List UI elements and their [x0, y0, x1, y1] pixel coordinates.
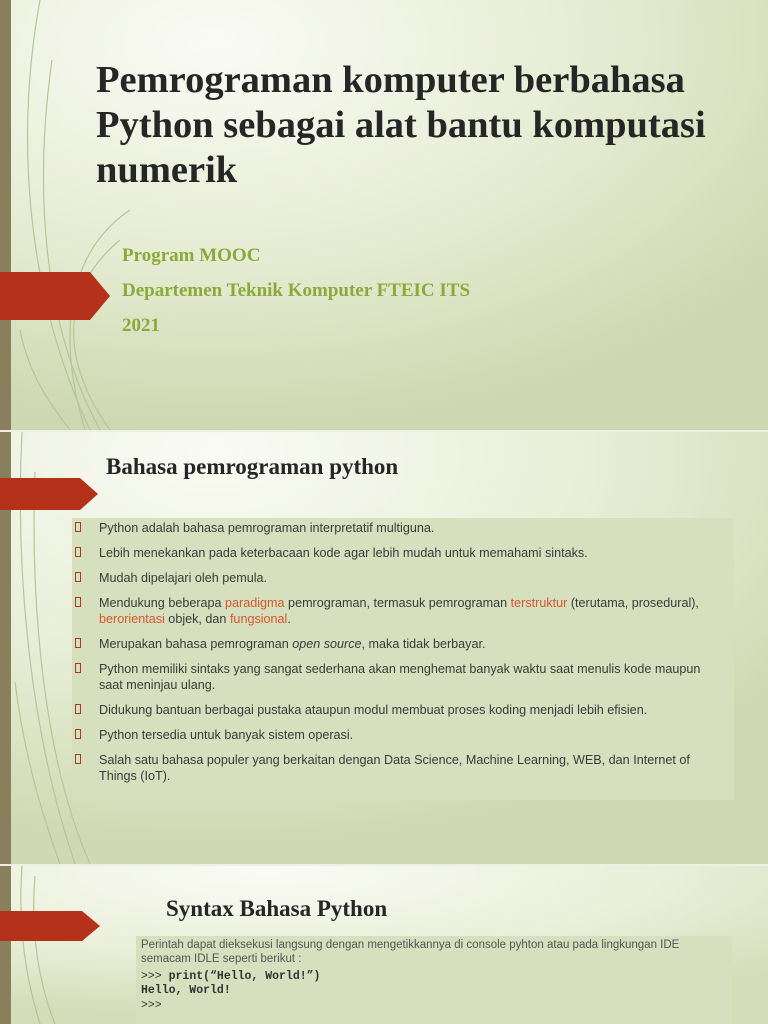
square-bullet-icon [75, 754, 81, 764]
term-berorientasi: berorientasi [99, 612, 165, 626]
syntax-description: Perintah dapat dieksekusi langsung dengan mengetikkannya di console pyhton atau pada lingkungan IDE semacam IDLE seperti berikut : [141, 939, 680, 965]
square-bullet-icon [75, 729, 81, 739]
term-paradigma: paradigma [225, 596, 285, 610]
square-bullet-icon [75, 572, 81, 582]
title-slide [0, 0, 768, 430]
accent-arrow-shape [0, 911, 100, 941]
subtitle-program: Program MOOC [122, 245, 261, 266]
subtitle-department: Departemen Teknik Komputer FTEIC ITS [122, 280, 471, 301]
square-bullet-icon [75, 547, 81, 557]
term-fungsional: fungsional [229, 612, 288, 626]
list-item: Merupakan bahasa pemrograman open source, maka tidak berbayar. [72, 636, 722, 652]
accent-arrow-shape [0, 478, 98, 510]
list-item: Python memiliki sintaks yang sangat sederhana akan menghemat banyak waktu saat menulis kode maupun saat meninjau ulang. [72, 661, 722, 693]
list-item: Salah satu bahasa populer yang berkaitan dengan Data Science, Machine Learning, WEB, dan Internet of Things (IoT). [72, 752, 722, 784]
python-syntax-slide [0, 866, 768, 1024]
bullet-list [72, 520, 722, 793]
list-item: Python adalah bahasa pemrograman interpretatif multiguna. [72, 520, 722, 536]
slide-title: Pemrograman komputer berbahasa Python sebagai alat bantu komputasi numerik [96, 59, 706, 191]
square-bullet-icon [75, 638, 81, 648]
list-item: Lebih menekankan pada keterbacaan kode agar lebih mudah untuk memahami sintaks. [72, 545, 722, 561]
slide-title: Bahasa pemrograman python [106, 454, 399, 479]
slide-title: Syntax Bahasa Python [166, 896, 388, 921]
term-open-source: open source [292, 637, 362, 651]
accent-arrow-shape [0, 272, 110, 320]
square-bullet-icon [75, 597, 81, 607]
decorative-curves [0, 866, 120, 1024]
list-item: Mendukung beberapa paradigma pemrograman, termasuk pemrograman terstruktur (terutama, prosedural), berorientasi objek, dan fungsional. [72, 595, 722, 627]
code-line-prompt: >>> [141, 999, 162, 1012]
square-bullet-icon [75, 704, 81, 714]
list-item: Didukung bantuan berbagai pustaka ataupun modul membuat proses koding menjadi lebih efisien. [72, 702, 722, 718]
code-line-print: >>> print(“Hello, World!”) [141, 970, 321, 983]
list-item: Mudah dipelajari oleh pemula. [72, 570, 722, 586]
subtitle-year: 2021 [122, 315, 160, 336]
square-bullet-icon [75, 663, 81, 673]
python-language-slide [0, 432, 768, 864]
square-bullet-icon [75, 522, 81, 532]
list-item: Python tersedia untuk banyak sistem operasi. [72, 727, 722, 743]
code-line-output: Hello, World! [141, 984, 231, 997]
term-terstruktur: terstruktur [510, 596, 568, 610]
